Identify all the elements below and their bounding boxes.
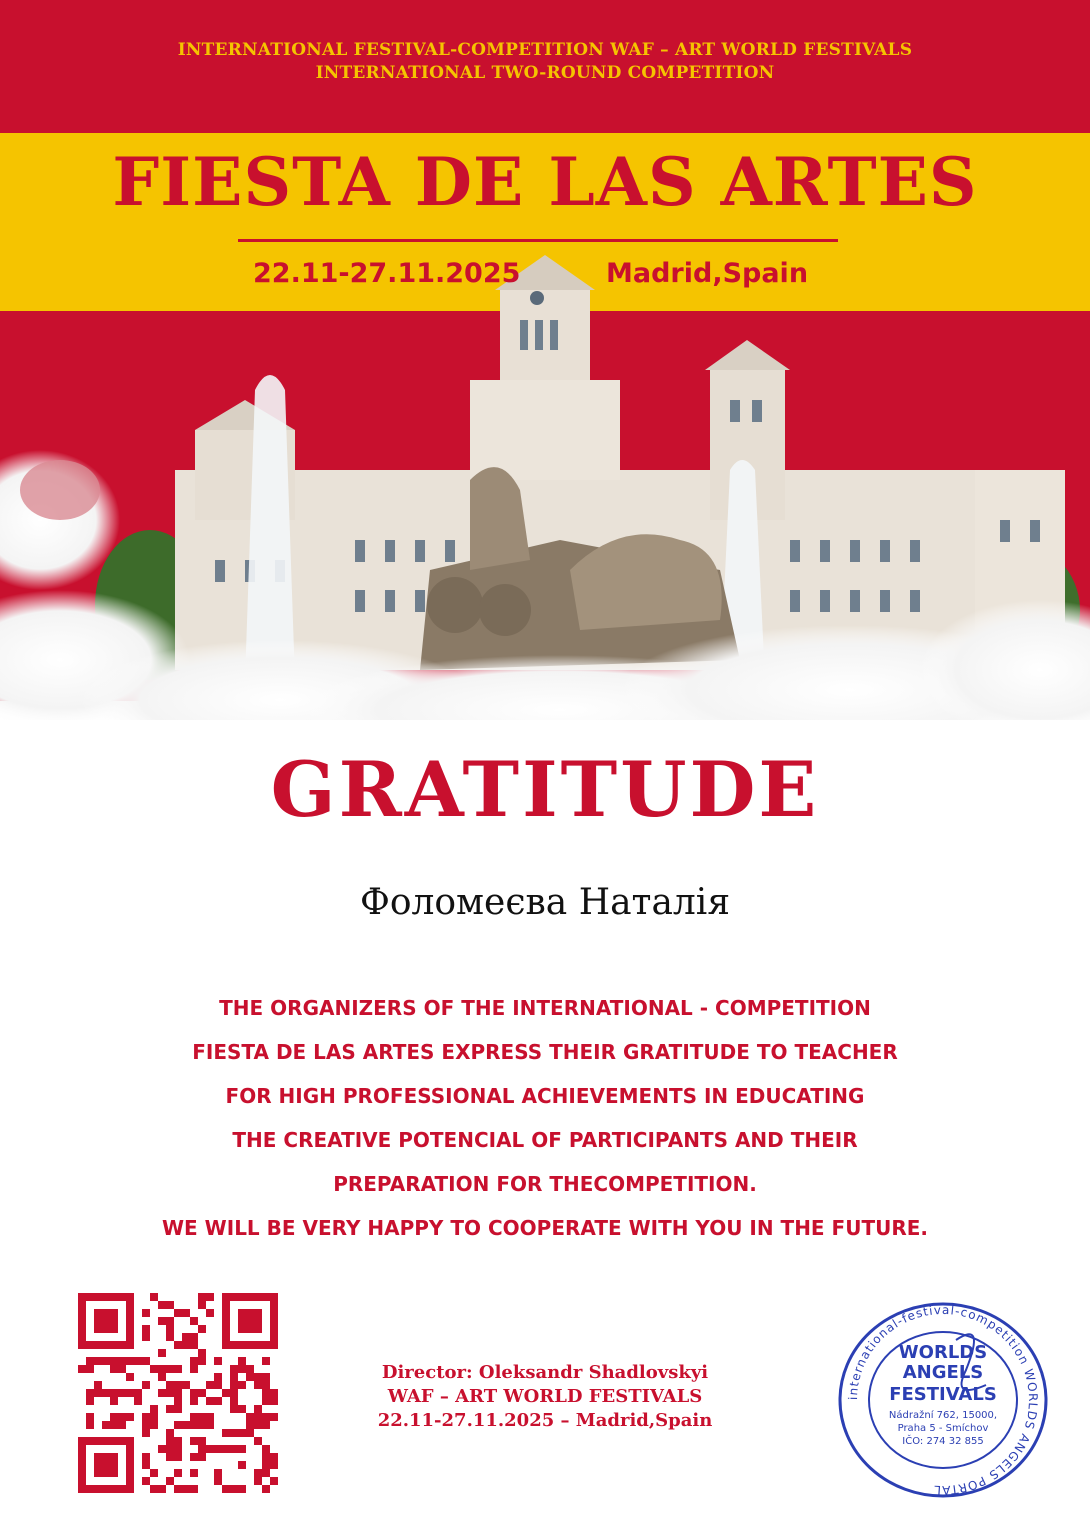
qr-module (166, 1437, 174, 1445)
title-underline (238, 239, 838, 242)
qr-module (262, 1453, 270, 1461)
qr-module (86, 1421, 94, 1429)
signature-date-place: 22.11-27.11.2025 – Madrid,Spain (377, 1410, 713, 1431)
qr-module (78, 1365, 86, 1373)
qr-module (262, 1357, 270, 1365)
qr-module (262, 1421, 270, 1429)
qr-module (174, 1437, 182, 1445)
certificate-heading: GRATITUDE (270, 745, 820, 834)
qr-module (254, 1421, 262, 1429)
qr-module (206, 1421, 214, 1429)
qr-module (198, 1325, 206, 1333)
qr-module (270, 1453, 278, 1461)
stamp-center-line: FESTIVALS (889, 1384, 997, 1405)
qr-module (246, 1421, 254, 1429)
qr-module (254, 1469, 262, 1477)
qr-module (262, 1485, 270, 1493)
qr-module (190, 1485, 198, 1493)
qr-module (174, 1389, 182, 1397)
qr-module (190, 1437, 198, 1445)
qr-module (126, 1413, 134, 1421)
qr-module (254, 1405, 262, 1413)
qr-module (206, 1397, 214, 1405)
festival-location: Madrid,Spain (606, 258, 809, 289)
qr-module (166, 1445, 174, 1453)
qr-module (102, 1389, 110, 1397)
qr-module (158, 1389, 166, 1397)
body-text-line: THE ORGANIZERS OF THE INTERNATIONAL - COMPETITION (219, 996, 871, 1020)
qr-module (174, 1485, 182, 1493)
qr-finder-pattern (94, 1309, 118, 1333)
qr-module (230, 1381, 238, 1389)
qr-module (166, 1389, 174, 1397)
qr-module (142, 1309, 150, 1317)
qr-module (110, 1413, 118, 1421)
qr-module (198, 1437, 206, 1445)
qr-module (254, 1373, 262, 1381)
qr-module (86, 1389, 94, 1397)
qr-module (206, 1413, 214, 1421)
qr-module (198, 1453, 206, 1461)
qr-module (262, 1373, 270, 1381)
body-text-line: PREPARATION FOR THECOMPETITION. (333, 1172, 757, 1196)
qr-module (238, 1365, 246, 1373)
qr-module (150, 1405, 158, 1413)
qr-module (206, 1445, 214, 1453)
qr-module (190, 1389, 198, 1397)
qr-module (142, 1421, 150, 1429)
qr-module (150, 1469, 158, 1477)
body-text-line: FIESTA DE LAS ARTES EXPRESS THEIR GRATITUDE TO TEACHER (192, 1040, 898, 1064)
qr-module (182, 1421, 190, 1429)
qr-module (158, 1301, 166, 1309)
header-organizer-line: INTERNATIONAL FESTIVAL-COMPETITION WAF – ART WORLD FESTIVALS (177, 40, 913, 60)
qr-module (246, 1429, 254, 1437)
qr-module (166, 1453, 174, 1461)
qr-module (142, 1429, 150, 1437)
qr-module (238, 1357, 246, 1365)
qr-module (262, 1389, 270, 1397)
qr-module (102, 1421, 110, 1429)
qr-module (110, 1397, 118, 1405)
qr-module (190, 1421, 198, 1429)
festival-title: FIESTA DE LAS ARTES (112, 143, 978, 221)
qr-module (214, 1381, 222, 1389)
qr-module (198, 1349, 206, 1357)
qr-module (142, 1413, 150, 1421)
qr-module (246, 1373, 254, 1381)
qr-module (142, 1325, 150, 1333)
qr-module (254, 1437, 262, 1445)
qr-module (166, 1317, 174, 1325)
qr-module (150, 1293, 158, 1301)
qr-module (174, 1397, 182, 1405)
qr-finder-pattern (94, 1453, 118, 1477)
qr-module (166, 1333, 174, 1341)
qr-module (214, 1469, 222, 1477)
qr-module (206, 1293, 214, 1301)
qr-module (190, 1469, 198, 1477)
qr-module (166, 1477, 174, 1485)
qr-module (230, 1373, 238, 1381)
festival-dates: 22.11-27.11.2025 (253, 258, 521, 289)
qr-module (190, 1357, 198, 1365)
qr-module (174, 1405, 182, 1413)
qr-module (238, 1461, 246, 1469)
qr-module (214, 1357, 222, 1365)
qr-module (262, 1413, 270, 1421)
qr-module (134, 1389, 142, 1397)
qr-module (230, 1429, 238, 1437)
qr-module (150, 1365, 158, 1373)
qr-module (166, 1325, 174, 1333)
qr-module (174, 1309, 182, 1317)
qr-module (94, 1381, 102, 1389)
body-text-line: THE CREATIVE POTENCIAL OF PARTICIPANTS AND THEIR (232, 1128, 858, 1152)
qr-module (110, 1421, 118, 1429)
qr-module (214, 1445, 222, 1453)
qr-module (118, 1421, 126, 1429)
qr-module (142, 1453, 150, 1461)
qr-module (150, 1485, 158, 1493)
qr-module (126, 1357, 134, 1365)
qr-module (158, 1317, 166, 1325)
qr-module (182, 1309, 190, 1317)
qr-module (262, 1397, 270, 1405)
qr-module (230, 1485, 238, 1493)
qr-module (230, 1405, 238, 1413)
qr-module (198, 1445, 206, 1453)
qr-module (166, 1429, 174, 1437)
qr-module (238, 1405, 246, 1413)
qr-module (158, 1349, 166, 1357)
qr-module (198, 1389, 206, 1397)
qr-module (238, 1445, 246, 1453)
organization-name: WAF – ART WORLD FESTIVALS (387, 1386, 703, 1407)
qr-module (222, 1429, 230, 1437)
qr-module (190, 1397, 198, 1405)
recipient-name: Фоломеєва Наталія (359, 882, 731, 923)
qr-module (158, 1445, 166, 1453)
stamp-ring-text: international-festival-competition WORLDS ANGELS PORTAL (845, 1302, 1041, 1498)
qr-module (270, 1461, 278, 1469)
qr-module (174, 1421, 182, 1429)
qr-module (262, 1381, 270, 1389)
qr-module (134, 1397, 142, 1405)
qr-module (262, 1445, 270, 1453)
director-name: Director: Oleksandr Shadlovskyi (381, 1362, 709, 1383)
qr-module (254, 1381, 262, 1389)
qr-module (118, 1413, 126, 1421)
qr-module (270, 1477, 278, 1485)
qr-module (206, 1309, 214, 1317)
qr-module (166, 1405, 174, 1413)
qr-module (110, 1357, 118, 1365)
qr-module (254, 1413, 262, 1421)
official-stamp-icon (836, 1300, 1050, 1500)
qr-module (190, 1453, 198, 1461)
qr-module (182, 1333, 190, 1341)
qr-module (86, 1397, 94, 1405)
qr-module (158, 1373, 166, 1381)
qr-module (142, 1357, 150, 1365)
qr-module (118, 1365, 126, 1373)
qr-module (110, 1389, 118, 1397)
qr-module (158, 1365, 166, 1373)
body-text-line: FOR HIGH PROFESSIONAL ACHIEVEMENTS IN EDUCATING (225, 1084, 865, 1108)
qr-module (174, 1453, 182, 1461)
qr-module (166, 1381, 174, 1389)
qr-module (270, 1413, 278, 1421)
qr-module (238, 1485, 246, 1493)
qr-module (182, 1341, 190, 1349)
qr-module (190, 1413, 198, 1421)
qr-module (102, 1357, 110, 1365)
qr-module (126, 1389, 134, 1397)
qr-module (118, 1357, 126, 1365)
qr-module (126, 1373, 134, 1381)
qr-module (110, 1365, 118, 1373)
qr-finder-pattern (238, 1309, 262, 1333)
qr-module (150, 1413, 158, 1421)
qr-module (262, 1461, 270, 1469)
qr-module (230, 1397, 238, 1405)
qr-module (190, 1333, 198, 1341)
qr-module (174, 1445, 182, 1453)
qr-module (190, 1341, 198, 1349)
qr-module (174, 1341, 182, 1349)
qr-module (182, 1381, 190, 1389)
qr-module (230, 1365, 238, 1373)
qr-module (206, 1381, 214, 1389)
qr-module (230, 1389, 238, 1397)
qr-module (86, 1365, 94, 1373)
qr-module (150, 1421, 158, 1429)
qr-module (222, 1485, 230, 1493)
qr-module (94, 1357, 102, 1365)
qr-module (222, 1445, 230, 1453)
qr-module (142, 1381, 150, 1389)
qr-module (214, 1477, 222, 1485)
body-text-line: WE WILL BE VERY HAPPY TO COOPERATE WITH YOU IN THE FUTURE. (162, 1216, 928, 1240)
qr-module (198, 1293, 206, 1301)
qr-code-icon[interactable] (78, 1293, 278, 1493)
qr-module (166, 1301, 174, 1309)
stamp-address-line: Praha 5 - Smíchov (897, 1423, 989, 1434)
header-competition-line: INTERNATIONAL TWO-ROUND COMPETITION (315, 63, 775, 83)
qr-module (142, 1333, 150, 1341)
cibeles-palace-photo (0, 240, 1090, 740)
qr-module (158, 1485, 166, 1493)
qr-module (86, 1413, 94, 1421)
qr-module (142, 1461, 150, 1469)
stamp-center-line: ANGELS (902, 1362, 984, 1383)
qr-module (262, 1469, 270, 1477)
qr-module (174, 1469, 182, 1477)
qr-module (174, 1365, 182, 1373)
qr-module (230, 1445, 238, 1453)
qr-module (198, 1357, 206, 1365)
qr-module (94, 1389, 102, 1397)
qr-module (190, 1317, 198, 1325)
qr-module (174, 1381, 182, 1389)
qr-module (198, 1421, 206, 1429)
qr-module (254, 1477, 262, 1485)
stamp-center-line: WORLDS (898, 1342, 988, 1363)
qr-module (214, 1373, 222, 1381)
qr-module (222, 1389, 230, 1397)
qr-module (246, 1413, 254, 1421)
qr-module (270, 1389, 278, 1397)
qr-module (142, 1477, 150, 1485)
stamp-address-line: Nádražní 762, 15000, (888, 1410, 998, 1421)
qr-module (270, 1397, 278, 1405)
qr-module (86, 1357, 94, 1365)
qr-module (134, 1357, 142, 1365)
stamp-address-line: IČO: 274 32 855 (902, 1436, 984, 1447)
qr-module (238, 1381, 246, 1389)
qr-module (214, 1397, 222, 1405)
qr-module (198, 1301, 206, 1309)
qr-module (198, 1413, 206, 1421)
qr-module (182, 1485, 190, 1493)
qr-module (246, 1365, 254, 1373)
qr-module (190, 1365, 198, 1373)
qr-module (118, 1389, 126, 1397)
qr-module (238, 1429, 246, 1437)
qr-module (166, 1365, 174, 1373)
